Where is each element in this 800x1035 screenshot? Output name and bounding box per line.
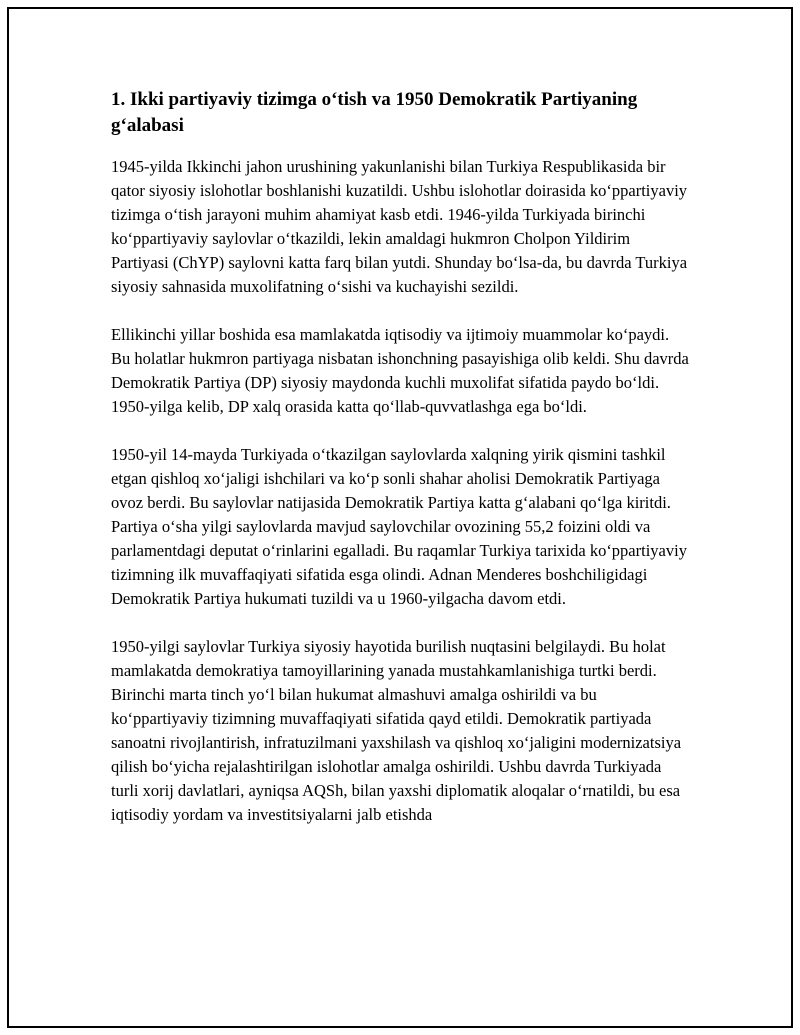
paragraph-2: Ellikinchi yillar boshida esa mamlakatda iqtisodiy va ijtimoiy muammolar ko‘paydi. Bu holatlar hukmron partiyaga nisbatan ishonchning pasayishiga olib keldi. Shu davrda Demokratik Partiya (DP) siyosiy maydonda kuchli muxolifat sifatida paydo bo‘ldi. 1950-yilga kelib, DP xalq orasida katta qo‘llab-quvvatlashga ega bo‘ldi. (111, 325, 689, 416)
section-heading: 1. Ikki partiyaviy tizimga o‘tish va 1950 Demokratik Partiyaning g‘alabasi (111, 89, 638, 136)
paragraph-1: 1945-yilda Ikkinchi jahon urushining yakunlanishi bilan Turkiya Respublikasida bir qator siyosiy islohotlar boshlanishi kuzatildi. Ushbu islohotlar doirasida ko‘ppartiyaviy tizimga o‘tish jarayoni muhim ahamiyat kasb etdi. 1946-yilda Turkiyada birinchi ko‘ppartiyaviy saylovlar o‘tkazildi, lekin amaldagi hukmron Cholpon Yildirim Partiyasi (ChYP) saylovni katta farq bilan yutdi. Shunday bo‘lsa-da, bu davrda Turkiya siyosiy sahnasida muxolifatning o‘sishi va kuchayishi sezildi. (111, 157, 688, 296)
document-content (111, 87, 691, 851)
paragraph-3: 1950-yil 14-mayda Turkiyada o‘tkazilgan saylovlarda xalqning yirik qismini tashkil etgan qishloq xo‘jaligi ishchilari va ko‘p sonli shahar aholisi Demokratik Partiyaga ovoz berdi. Bu saylovlar natijasida Demokratik Partiya katta g‘alabani qo‘lga kiritdi. Partiya o‘sha yilgi saylovlarda mavjud saylovchilar ovozining 55,2 foizini oldi va parlamentdagi deputat o‘rinlarini egalladi. Bu raqamlar Turkiya tarixida ko‘ppartiyaviy tizimning ilk muvaffaqiyati sifatida esga olindi. Adnan Menderes boshchiligidagi Demokratik Partiya hukumati tuzildi va u 1960-yilgacha davom etdi. (111, 445, 687, 608)
paragraph-4: 1950-yilgi saylovlar Turkiya siyosiy hayotida burilish nuqtasini belgilaydi. Bu holat mamlakatda demokratiya tamoyillarining yanada mustahkamlanishiga turtki berdi. Birinchi marta tinch yo‘l bilan hukumat almashuvi amalga oshirildi va bu ko‘ppartiyaviy tizimning muvaffaqiyati sifatida qayd etildi. Demokratik partiyada sanoatni rivojlantirish, infratuzilmani yaxshilash va qishloq xo‘jaligini modernizatsiya qilish bo‘yicha rejalashtirilgan islohotlar amalga oshirildi. Ushbu davrda Turkiyada turli xorij davlatlari, ayniqsa AQSh, bilan yaxshi diplomatik aloqalar o‘rnatildi, bu esa iqtisodiy yordam va investitsiyalarni jalb etishda (111, 637, 682, 824)
